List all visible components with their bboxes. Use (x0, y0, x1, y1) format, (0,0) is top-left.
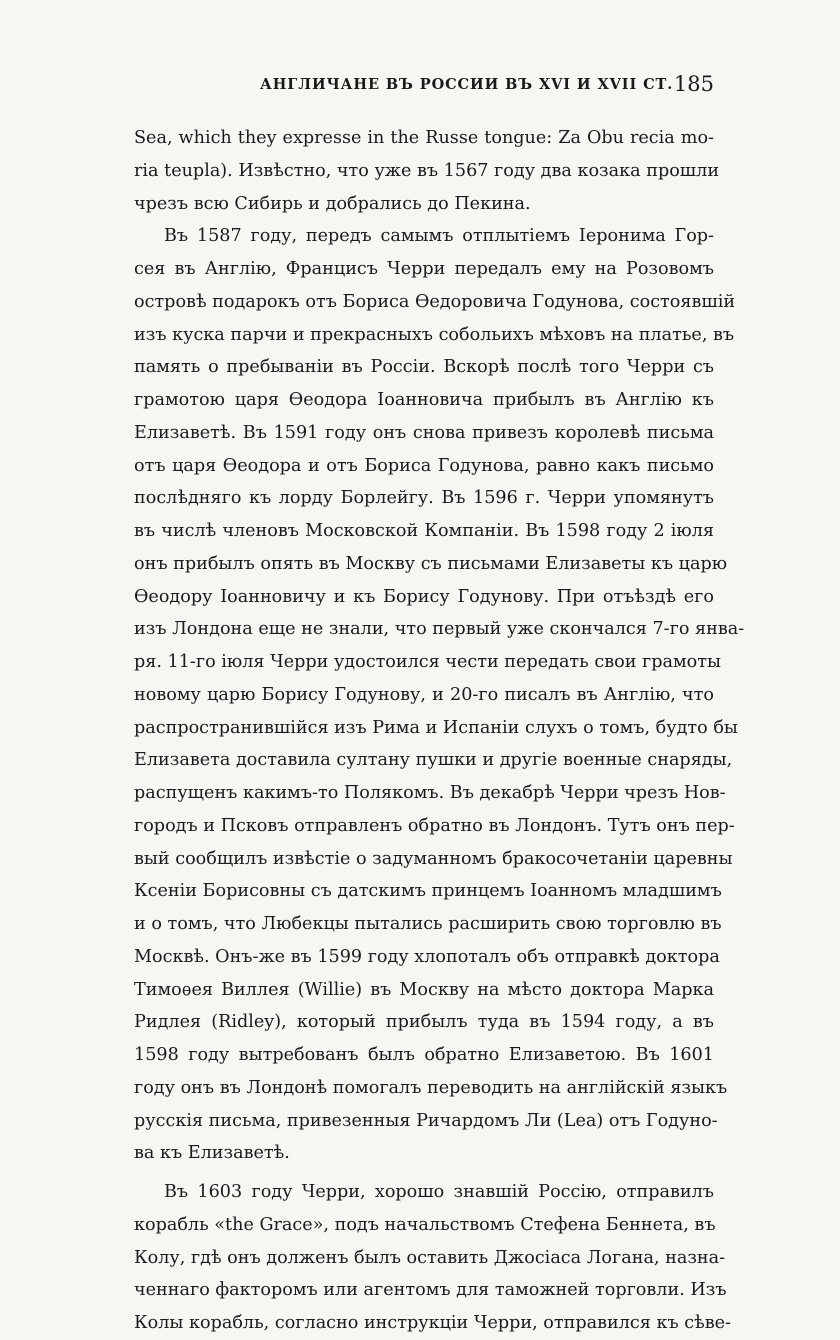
text-line: отъ царя Ѳеодора и отъ Бориса Годунова, равно какъ письмо (134, 455, 714, 476)
text-line: Ридлея (Ridley), который прибылъ туда въ 1594 году, а въ (134, 1012, 714, 1033)
text-line: ченнаго факторомъ или агентомъ для таможней торговли. Изъ (134, 1280, 727, 1301)
text-line: вый сообщилъ извѣстіе о задуманномъ бракосочетаніи царевны (134, 848, 733, 869)
text-line: чрезъ всю Сибирь и добрались до Пекина. (134, 193, 531, 214)
text-line: ря. 11-го іюля Черри удостоился чести передать свои грамоты (134, 652, 721, 672)
text-line: въ числѣ членовъ Московской Компаніи. Въ 1598 году 2 іюля (134, 521, 714, 541)
paragraph (134, 1176, 731, 1340)
text-line: изъ Лондона еще не знали, что первый уже скончался 7-го янва- (134, 619, 745, 640)
text-line: Ѳеодору Іоанновичу и къ Борису Годунову. При отъѣздѣ его (134, 586, 714, 607)
paragraph (134, 220, 745, 1170)
text-line: корабль «the Grace», подъ начальствомъ Стефена Беннета, въ (134, 1214, 716, 1235)
text-line: Въ 1587 году, передъ самымъ отплытіемъ Іеронима Гор- (164, 226, 714, 247)
body-text (134, 122, 745, 1340)
paragraph (134, 122, 720, 220)
text-line: Колу, гдѣ онъ долженъ былъ оставить Джосіаса Логана, назна- (134, 1247, 726, 1268)
text-line: Ксеніи Борисовны съ датскимъ принцемъ Іоанномъ младшимъ (134, 881, 722, 902)
text-line: островѣ подарокъ отъ Бориса Ѳедоровича Годунова, состоявшій (134, 291, 736, 312)
page-number: 185 (673, 72, 714, 96)
text-line: 1598 году вытребованъ былъ обратно Елизаветою. Въ 1601 (134, 1045, 714, 1065)
text-line: Москвѣ. Онъ-же въ 1599 году хлопоталъ объ отправкѣ доктора (134, 946, 720, 967)
text-line: ва къ Елизаветѣ. (134, 1143, 290, 1164)
text-line: и о томъ, что Любекцы пытались расширить свою торговлю въ (134, 914, 722, 934)
text-line: послѣдняго къ лорду Борлейгу. Въ 1596 г. Черри упомянутъ (134, 488, 714, 509)
text-line: ria teupla). Извѣстно, что уже въ 1567 году два козака прошли (134, 160, 720, 181)
running-head (134, 72, 714, 100)
text-line: Sea, which they expresse in the Russe tongue: Za Obu recia mo- (134, 128, 714, 148)
text-line: изъ куска парчи и прекрасныхъ собольихъ мѣховъ на платье, въ (134, 324, 735, 345)
text-line: новому царю Борису Годунову, и 20-го писалъ въ Англію, что (134, 684, 714, 705)
text-line: Елизаветѣ. Въ 1591 году онъ снова привезъ королевѣ письма (134, 422, 714, 443)
text-line: году онъ въ Лондонѣ помогалъ переводить на англійскій языкъ (134, 1077, 728, 1098)
text-line: Колы корабль, согласно инструкціи Черри, отправился къ сѣве- (134, 1313, 731, 1333)
text-line: грамотою царя Ѳеодора Іоанновича прибылъ въ Англію къ (134, 390, 714, 410)
text-line: Тимоѳея Виллея (Willie) въ Москву на мѣсто доктора Марка (134, 979, 714, 1000)
text-line: Въ 1603 году Черри, хорошо знавшій Россію, отправилъ (164, 1182, 714, 1202)
text-line: городъ и Псковъ отправленъ обратно въ Лондонъ. Тутъ онъ пер- (134, 815, 735, 836)
text-line: Елизавета доставила султану пушки и другіе военные снаряды, (134, 750, 733, 771)
text-line: сея въ Англію, Францисъ Черри передалъ ему на Розовомъ (134, 259, 714, 279)
text-line: распущенъ какимъ-то Полякомъ. Въ декабрѣ Черри чрезъ Нов- (134, 783, 726, 803)
text-line: память о пребываніи въ Россіи. Вскорѣ послѣ того Черри съ (134, 357, 714, 378)
text-line: онъ прибылъ опять въ Москву съ письмами Елизаветы къ царю (134, 553, 728, 574)
running-title: АНГЛИЧАНЕ ВЪ РОССИИ ВЪ XVI И XVII СТ. (260, 76, 674, 93)
text-line: распространившійся изъ Рима и Испаніи слухъ о томъ, будто бы (134, 717, 738, 738)
text-line: русскія письма, привезенныя Ричардомъ Ли (Lea) отъ Годуно- (134, 1110, 718, 1131)
